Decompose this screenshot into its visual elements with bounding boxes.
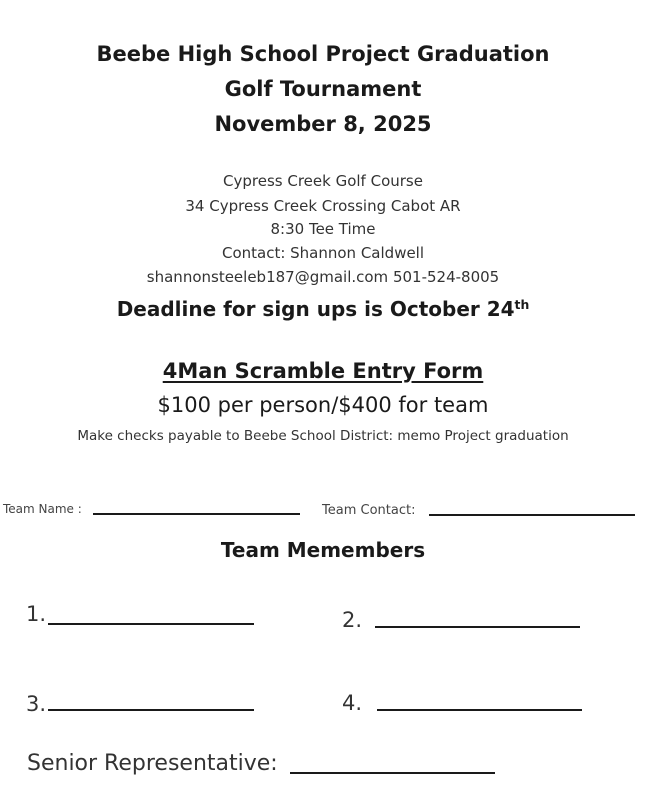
- senior-rep-field[interactable]: [290, 772, 495, 774]
- contact-name: Contact: Shannon Caldwell: [221, 244, 425, 262]
- event-date: November 8, 2025: [214, 112, 432, 136]
- price-text: $100 per person/$400 for team: [157, 393, 489, 417]
- course-address: 34 Cypress Creek Crossing Cabot AR: [185, 197, 461, 215]
- member-2-label: 2.: [342, 608, 363, 632]
- checks-note: Make checks payable to Beebe School District: memo Project graduation: [77, 428, 569, 444]
- member-2-field[interactable]: [375, 626, 580, 628]
- member-4-field[interactable]: [377, 709, 582, 711]
- deadline-text: [0, 297, 646, 321]
- team-name-label: Team Name :: [3, 502, 82, 516]
- member-3-label: 3.: [26, 692, 47, 716]
- member-3-field[interactable]: [48, 709, 254, 711]
- deadline-main: Deadline for sign ups is October 24: [116, 297, 515, 321]
- contact-email-phone: shannonsteeleb187@gmail.com 501-524-8005: [146, 268, 500, 286]
- team-name-field[interactable]: [93, 513, 300, 515]
- member-4-label: 4.: [342, 691, 363, 715]
- senior-rep-label: Senior Representative:: [27, 751, 278, 776]
- members-heading: Team Memembers: [220, 538, 426, 562]
- member-1-label: 1.: [26, 602, 47, 626]
- entry-form-title: 4Man Scramble Entry Form: [162, 359, 484, 383]
- title-line-1: Beebe High School Project Graduation: [96, 42, 550, 66]
- tee-time: 8:30 Tee Time: [270, 220, 376, 238]
- member-1-field[interactable]: [48, 623, 254, 625]
- title-line-2: Golf Tournament: [224, 77, 422, 101]
- course-name: Cypress Creek Golf Course: [223, 172, 423, 190]
- team-contact-label: Team Contact:: [322, 503, 416, 518]
- deadline-suffix: th: [514, 297, 530, 313]
- team-contact-field[interactable]: [429, 514, 635, 516]
